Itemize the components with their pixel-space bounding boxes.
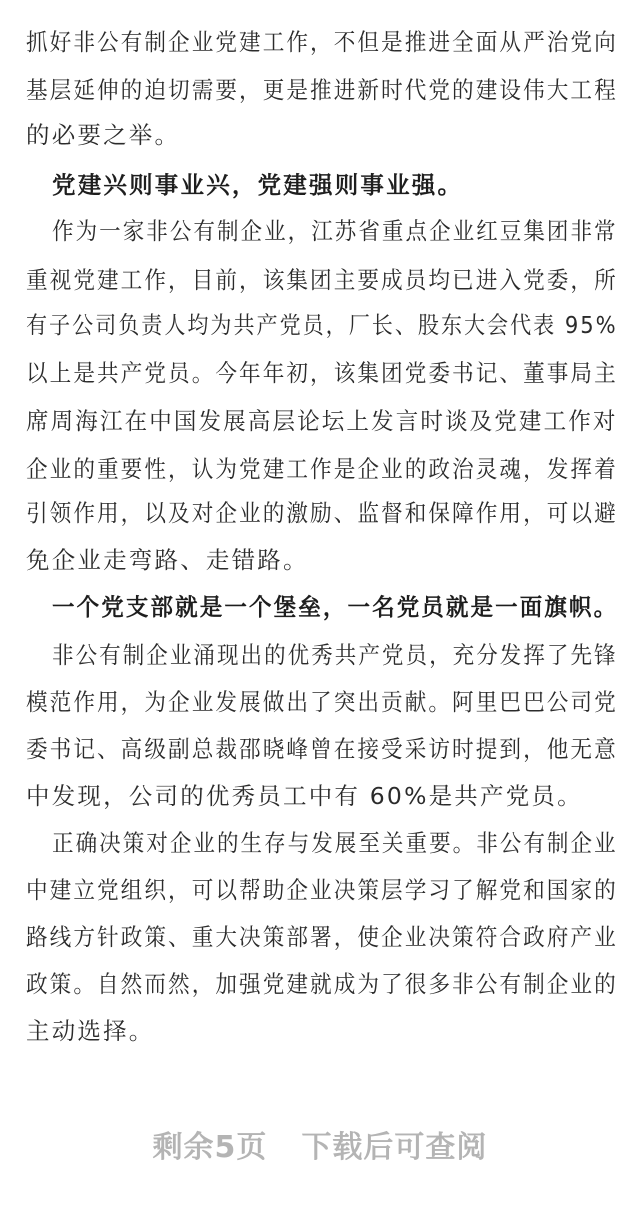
paragraph-line: 抓好非公有制企业党建工作，不但是推进全面从严治党向	[26, 28, 618, 56]
remaining-pages-label: 剩余5页	[152, 1130, 268, 1165]
download-prompt[interactable]	[0, 1128, 640, 1168]
paragraph-line: 政策。自然而然，加强党建就成为了很多非公有制企业的	[26, 970, 618, 998]
paragraph-line: 非公有制企业涌现出的优秀共产党员，充分发挥了先锋	[52, 641, 618, 669]
section-heading: 一个党支部就是一个堡垒，一名党员就是一面旗帜。	[52, 593, 619, 621]
paragraph-line: 免企业走弯路、走错路。	[26, 546, 309, 574]
section-heading: 党建兴则事业兴，党建强则事业强。	[52, 171, 464, 199]
paragraph-line: 主动选择。	[26, 1017, 155, 1045]
download-to-view-label: 下载后可查阅	[301, 1130, 488, 1165]
paragraph-line: 以上是共产党员。今年年初，该集团党委书记、董事局主	[26, 359, 618, 387]
paragraph-line: 路线方针政策、重大决策部署，使企业决策符合政府产业	[26, 923, 618, 951]
paragraph-line: 中建立党组织，可以帮助企业决策层学习了解党和国家的	[26, 876, 618, 904]
paragraph-line: 的必要之举。	[26, 121, 181, 149]
paragraph-line: 委书记、高级副总裁邵晓峰曾在接受采访时提到，他无意	[26, 735, 618, 763]
paragraph-line: 席周海江在中国发展高层论坛上发言时谈及党建工作对	[26, 407, 618, 435]
paragraph-line: 基层延伸的迫切需要，更是推进新时代党的建设伟大工程	[26, 76, 618, 104]
paragraph-line: 有子公司负责人均为共产党员，厂长、股东大会代表 95%	[26, 311, 618, 339]
paragraph-line: 重视党建工作，目前，该集团主要成员均已进入党委，所	[26, 266, 618, 294]
paragraph-line: 作为一家非公有制企业，江苏省重点企业红豆集团非常	[52, 217, 618, 245]
paragraph-line: 引领作用，以及对企业的激励、监督和保障作用，可以避	[26, 499, 618, 527]
paragraph-line: 中发现，公司的优秀员工中有 60%是共产党员。	[26, 782, 583, 810]
paragraph-line: 正确决策对企业的生存与发展至关重要。非公有制企业	[52, 829, 618, 857]
paragraph-line: 企业的重要性，认为党建工作是企业的政治灵魂，发挥着	[26, 455, 618, 483]
paragraph-line: 模范作用，为企业发展做出了突出贡献。阿里巴巴公司党	[26, 688, 618, 716]
